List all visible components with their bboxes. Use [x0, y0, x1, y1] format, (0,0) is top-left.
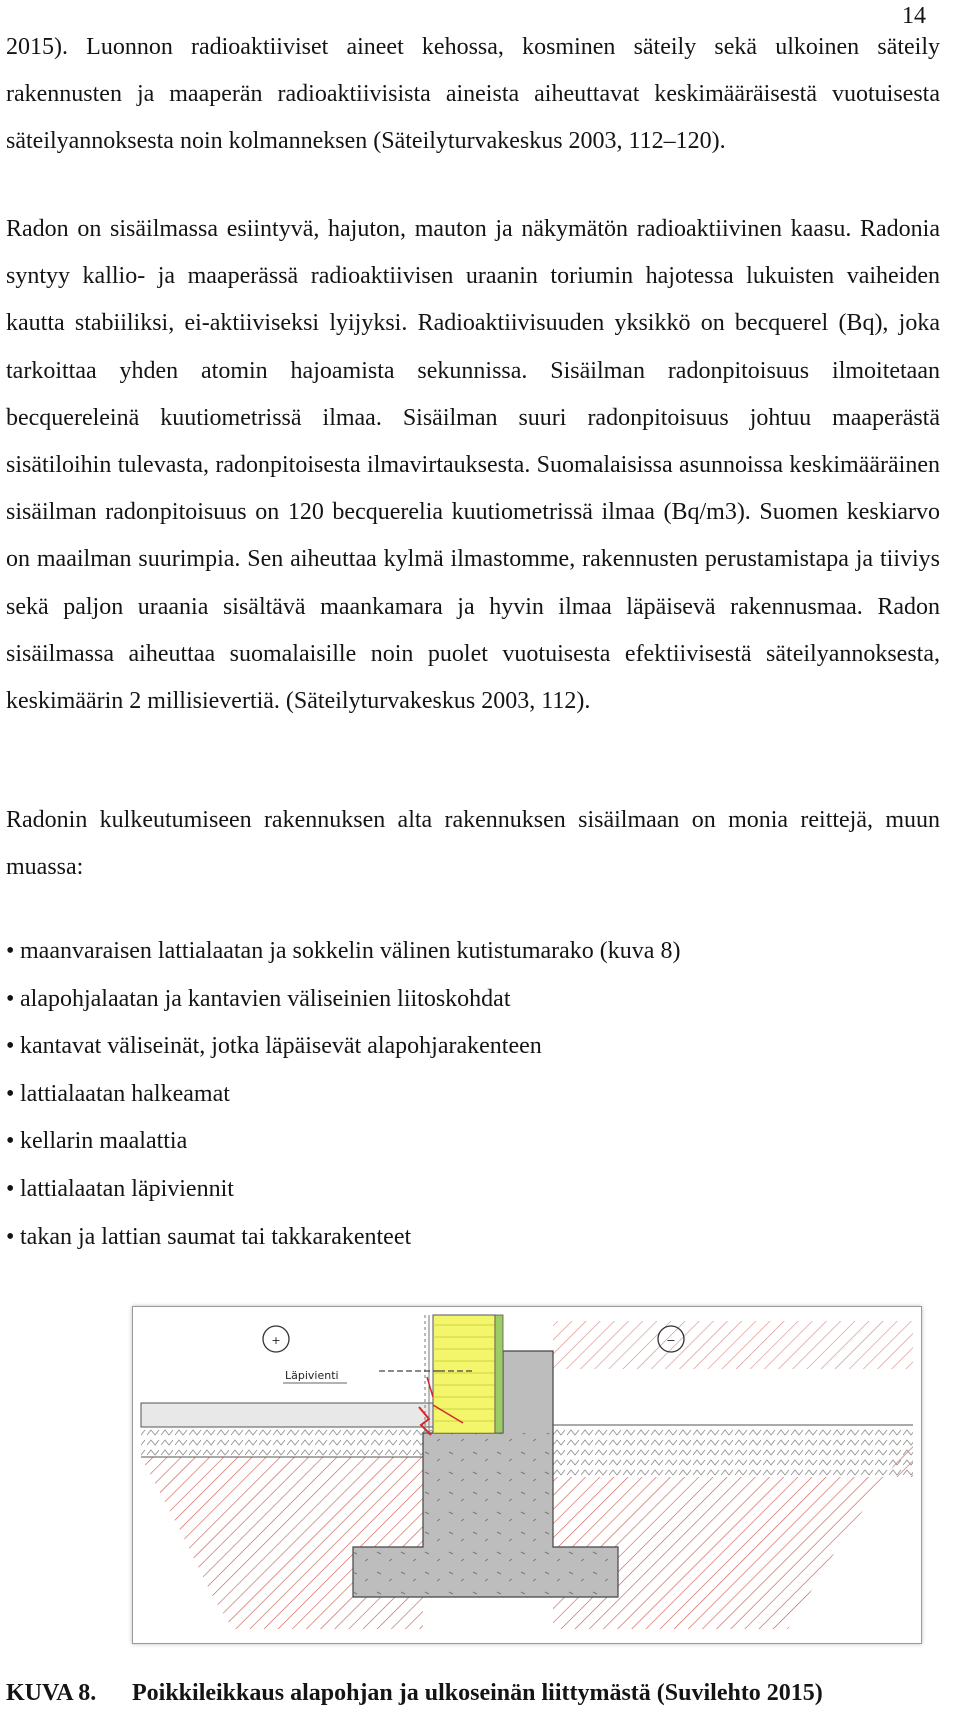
minus-symbol: −: [666, 1334, 676, 1347]
paragraph-intro: 2015). Luonnon radioaktiiviset aineet kehossa, kosminen säteily sekä ulkoinen säteily rakennusten ja maaperän radioaktiivisista aineista aiheuttavat keskimääräisestä vuotuisesta säteilyannoksesta noin kolmanneksen (Säteilyturvakeskus 2003, 112–120).: [6, 34, 940, 155]
list-item: • alapohjalaatan ja kantavien väliseinien liitoskohdat: [6, 976, 680, 1024]
soil-left: [141, 1457, 423, 1629]
list-item: • lattialaatan halkeamat: [6, 1071, 680, 1119]
list-item: • lattialaatan läpiviennit: [6, 1166, 680, 1214]
penetration-label: Läpivienti: [285, 1369, 339, 1382]
soil-top-right: [553, 1321, 913, 1369]
figure-caption: [6, 1678, 823, 1708]
floor-slab: [141, 1403, 441, 1427]
plus-symbol: +: [271, 1334, 281, 1347]
list-item: • kantavat väliseinät, jotka läpäisevät alapohjarakenteen: [6, 1023, 680, 1071]
gravel-layer: [141, 1427, 441, 1457]
paragraph-radon: Radon on sisäilmassa esiintyvä, hajuton, mauton ja näkymätön radioaktiivinen kaasu. Radonia syntyy kallio- ja maaperässä radioaktiivisen uraanin toriumin hajotessa lukuisten vaiheiden kautta stabiiliksi, ei-aktiiviseksi lyijyksi. Radioaktiivisuuden yksikkö on becquerel (Bq), joka tarkoittaa yhden atomin hajoamista sekunnissa. Sisäilman radonpitoisuus ilmoitetaan becquereleinä kuutiometrissä ilmaa. Sisäilman suuri radonpitoisuus johtuu maaperästä sisätiloihin tulevasta, radonpitoisesta ilmavirtauksesta. Suomalaisissa asunnoissa keskimääräinen sisäilman radonpitoisuus on 120 becquerelia kuutiometrissä ilmaa (Bq/m3). Suomen keskiarvo on maailman suurimpia. Sen aiheuttaa kylmä ilmastomme, rakennusten perustamistapa ja tiiviys sekä paljon uraania sisältävä maankamara ja hyvin ilmaa läpäisevä rakennusmaa. Radon sisäilmassa aiheuttaa suomalaisille noin puolet vuotuisesta efektiivisestä säteilyannoksesta, keskimäärin 2 millisievertiä. (Säteilyturvakeskus 2003, 112).: [6, 216, 940, 715]
paragraph-routes: Radonin kulkeutumiseen rakennuksen alta rakennuksen sisäilmaan on monia reittejä, muun muassa:: [6, 807, 940, 881]
page-number: 14: [902, 3, 926, 29]
caption-label: KUVA 8.: [6, 1680, 97, 1706]
cross-section-figure: [132, 1306, 922, 1644]
list-item: • takan ja lattian saumat tai takkarakenteet: [6, 1214, 680, 1262]
radon-routes-list: [6, 928, 680, 1261]
list-item: • maanvaraisen lattialaatan ja sokkelin välinen kutistumarako (kuva 8): [6, 928, 680, 976]
caption-text: Poikkileikkaus alapohjan ja ulkoseinän liittymästä (Suvilehto 2015): [132, 1680, 823, 1706]
list-item: • kellarin maalattia: [6, 1118, 680, 1166]
ground-right: [553, 1425, 913, 1477]
